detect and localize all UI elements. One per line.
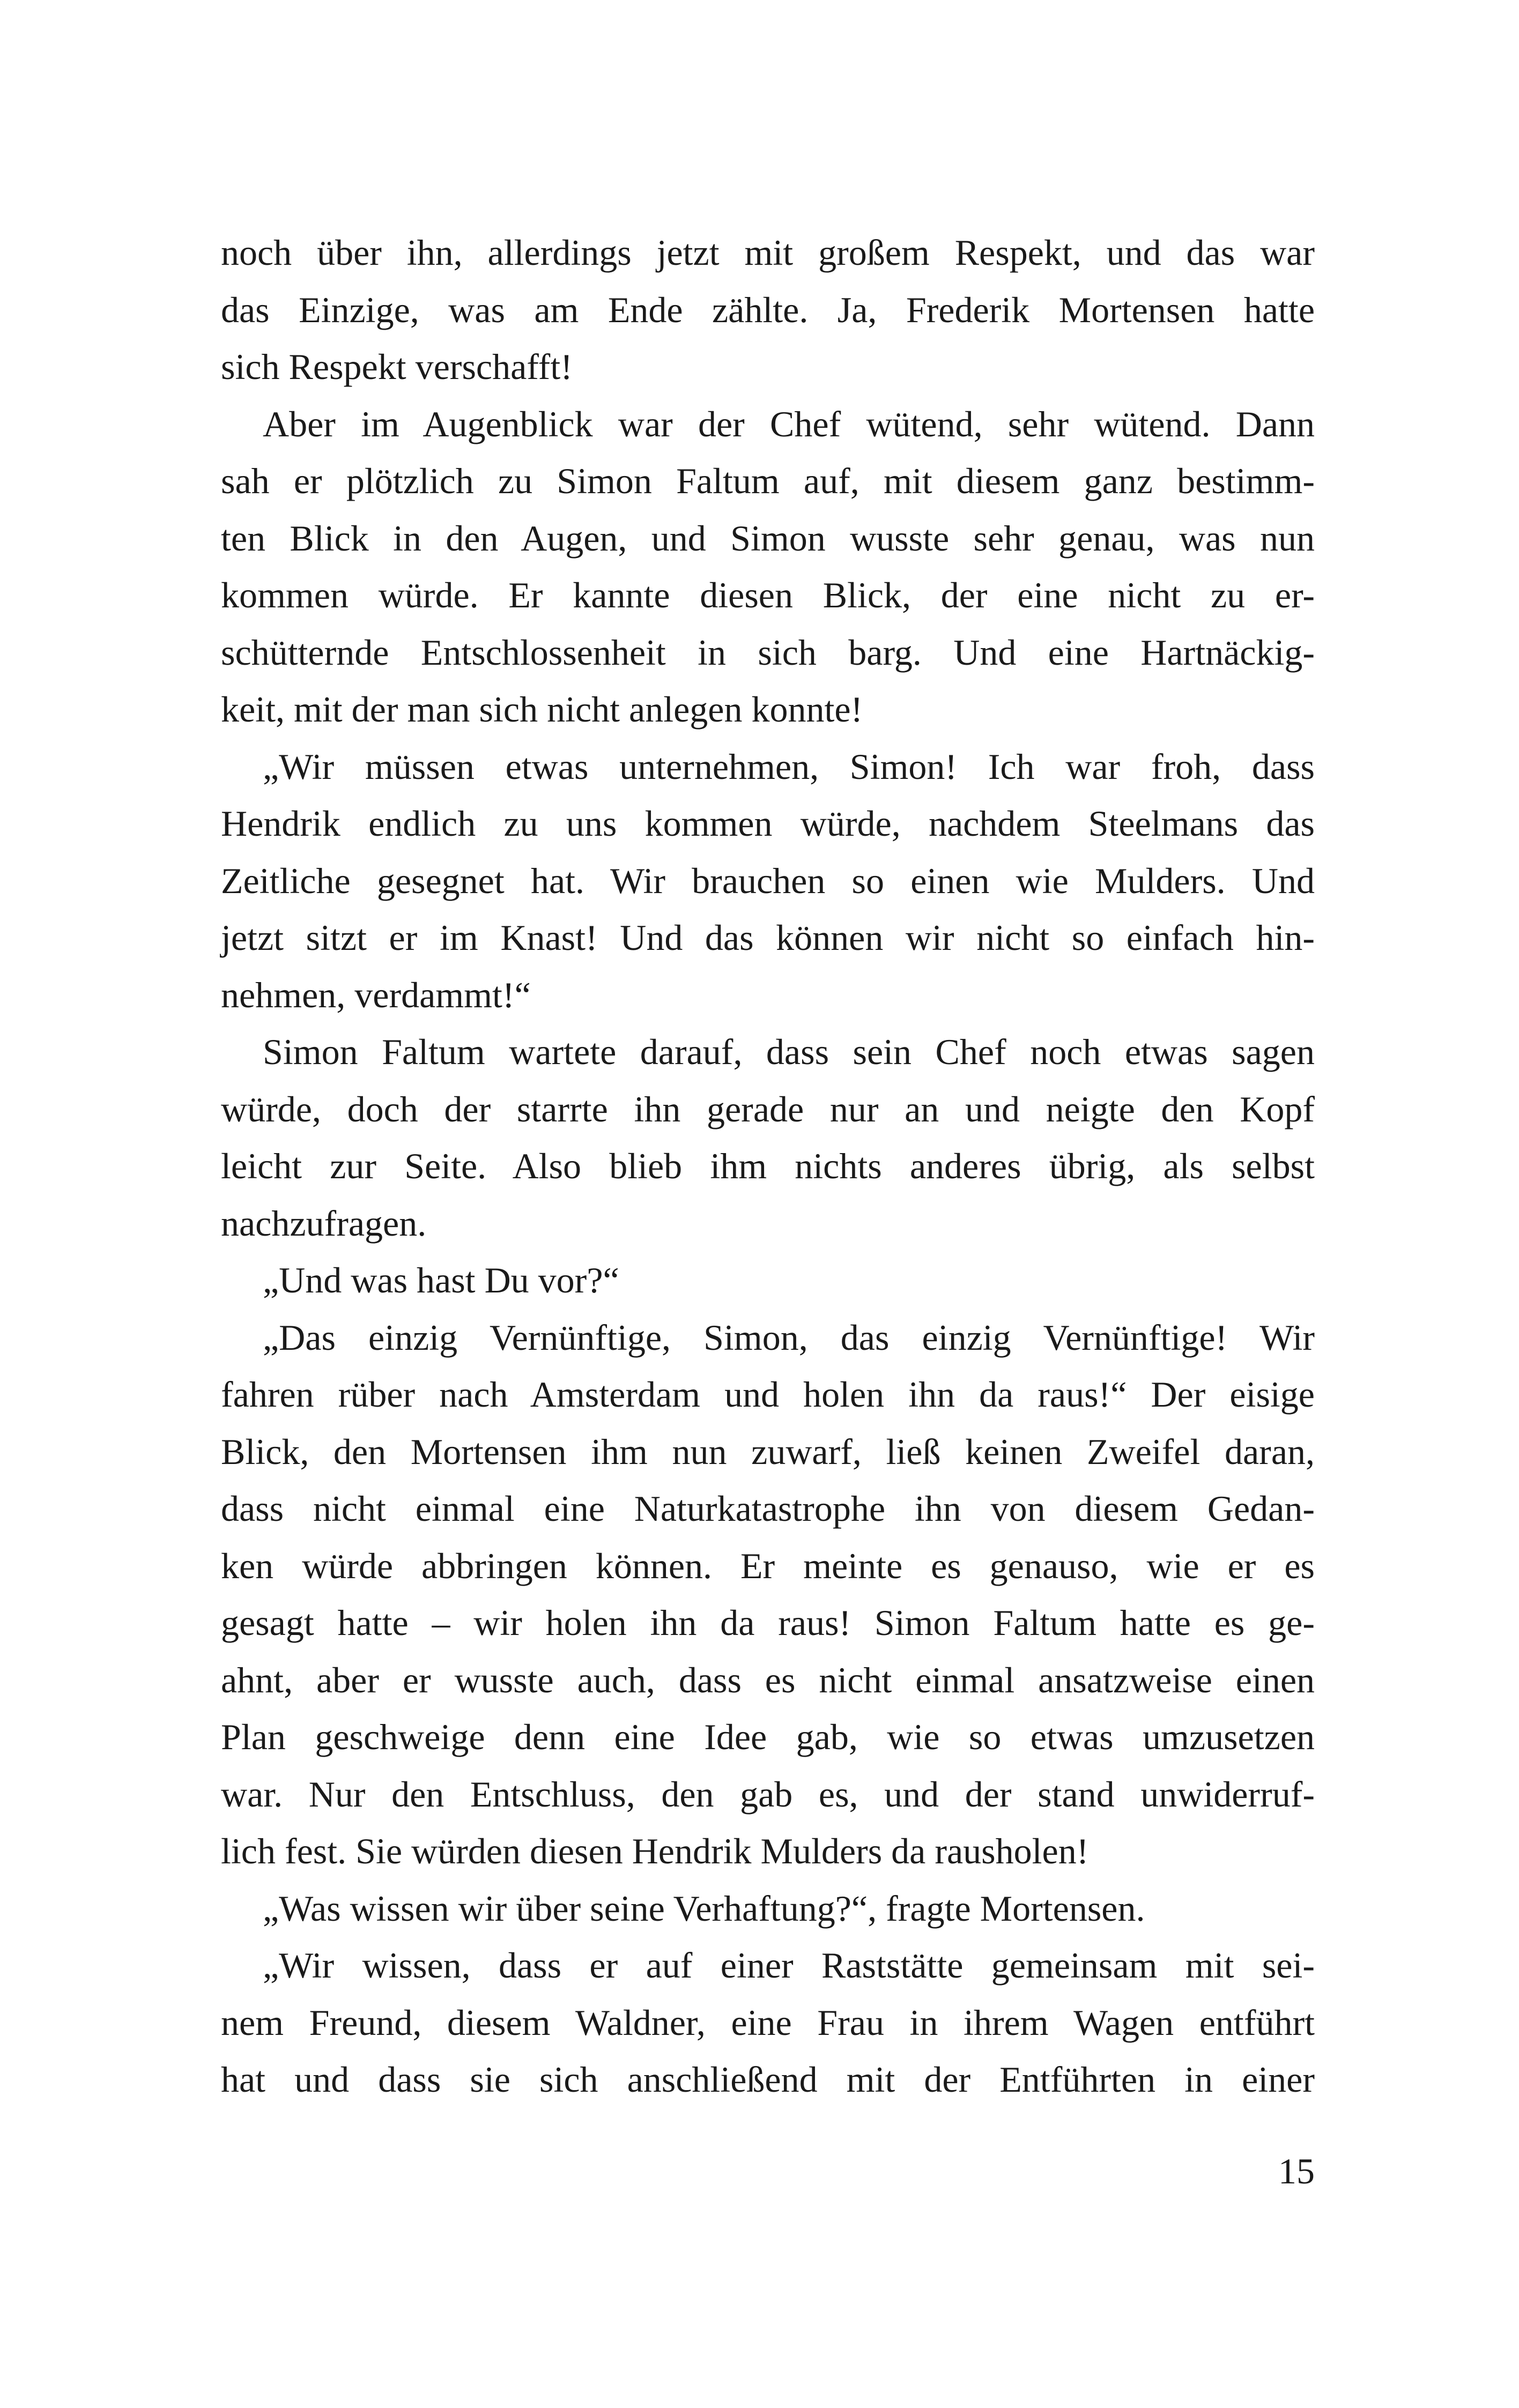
text-line: hat und dass sie sich anschließend mit der Entführten in einer bbox=[221, 2059, 1315, 2100]
text-line: „Das einzig Vernünftige, Simon, das einzig Vernünftige! Wir bbox=[263, 1317, 1315, 1358]
text-line: schütternde Entschlossenheit in sich barg. Und eine Hartnäckig- bbox=[221, 631, 1315, 673]
text-line: gesagt hatte – wir holen ihn da raus! Simon Faltum hatte es ge- bbox=[221, 1602, 1315, 1643]
text-line: ahnt, aber er wusste auch, dass es nicht einmal ansatzweise einen bbox=[221, 1659, 1315, 1700]
text-line: leicht zur Seite. Also blieb ihm nichts anderes übrig, als selbst bbox=[221, 1146, 1315, 1186]
text-line: Hendrik endlich zu uns kommen würde, nachdem Steelmans das bbox=[221, 803, 1315, 844]
text-line: ten Blick in den Augen, und Simon wusste sehr genau, was nun bbox=[221, 517, 1315, 559]
text-line: sah er plötzlich zu Simon Faltum auf, mit diesem ganz bestimm- bbox=[221, 460, 1315, 501]
page-number: 15 bbox=[1278, 2151, 1315, 2191]
text-line: nem Freund, diesem Waldner, eine Frau in ihrem Wagen entführt bbox=[221, 2002, 1315, 2043]
text-line: würde, doch der starrte ihn gerade nur an und neigte den Kopf bbox=[221, 1088, 1315, 1129]
text-line: fahren rüber nach Amsterdam und holen ihn da raus!“ Der eisige bbox=[221, 1374, 1315, 1415]
text-line: „Wir wissen, dass er auf einer Raststätte gemeinsam mit sei- bbox=[263, 1945, 1315, 1986]
text-line: kommen würde. Er kannte diesen Blick, der eine nicht zu er- bbox=[221, 575, 1315, 615]
text-line: „Wir müssen etwas unternehmen, Simon! Ich war froh, dass bbox=[263, 746, 1315, 787]
text-line: Blick, den Mortensen ihm nun zuwarf, ließ keinen Zweifel daran, bbox=[221, 1431, 1315, 1472]
text-line: Aber im Augenblick war der Chef wütend, sehr wütend. Dann bbox=[263, 403, 1315, 444]
text-line: war. Nur den Entschluss, den gab es, und der stand unwiderruf- bbox=[221, 1773, 1315, 1815]
text-line: ken würde abbringen können. Er meinte es genauso, wie er es bbox=[221, 1545, 1315, 1586]
text-line: dass nicht einmal eine Naturkatastrophe ihn von diesem Gedan- bbox=[221, 1488, 1315, 1529]
text-line: noch über ihn, allerdings jetzt mit großem Respekt, und das war bbox=[221, 232, 1315, 273]
text-line: Simon Faltum wartete darauf, dass sein Chef noch etwas sagen bbox=[263, 1031, 1315, 1072]
text-line: nachzufragen. bbox=[221, 1202, 427, 1244]
text-line: nehmen, verdammt!“ bbox=[221, 974, 531, 1015]
text-line: jetzt sitzt er im Knast! Und das können wir nicht so einfach hin- bbox=[221, 917, 1315, 958]
text-line: sich Respekt verschafft! bbox=[221, 346, 573, 387]
text-line: Plan geschweige denn eine Idee gab, wie so etwas umzusetzen bbox=[221, 1716, 1315, 1757]
text-line: „Was wissen wir über seine Verhaftung?“, fragte Mortensen. bbox=[263, 1887, 1145, 1929]
text-line: lich fest. Sie würden diesen Hendrik Mulders da rausholen! bbox=[221, 1831, 1089, 1871]
text-line: das Einzige, was am Ende zählte. Ja, Frederik Mortensen hatte bbox=[221, 289, 1315, 330]
body-text bbox=[221, 224, 1315, 2108]
text-line: keit, mit der man sich nicht anlegen konnte! bbox=[221, 689, 863, 730]
text-line: Zeitliche gesegnet hat. Wir brauchen so einen wie Mulders. Und bbox=[221, 860, 1315, 901]
text-line: „Und was hast Du vor?“ bbox=[263, 1260, 619, 1300]
